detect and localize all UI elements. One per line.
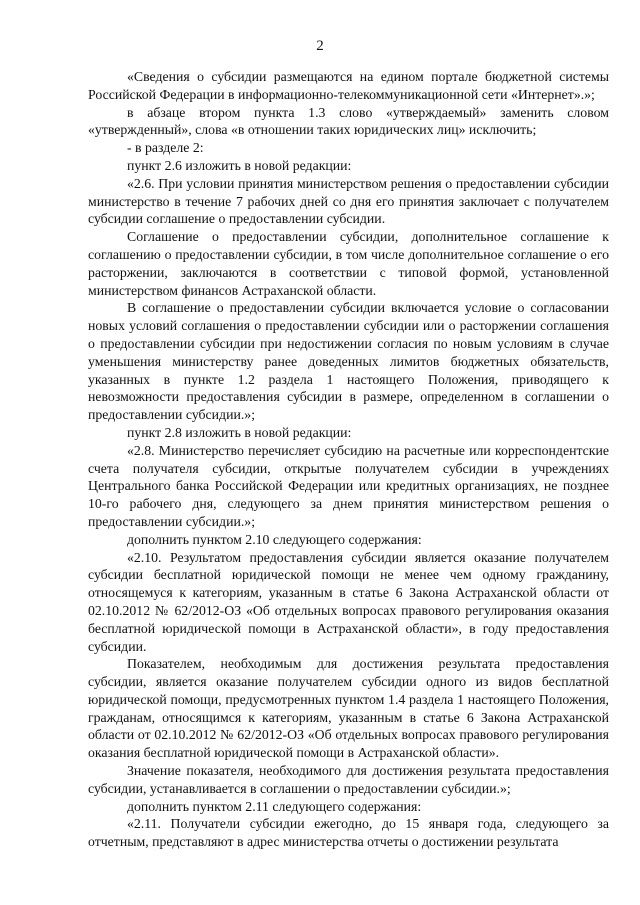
paragraph: Соглашение о предоставлении субсидии, дополнительное соглашение к соглашению о предоставлении субсидии, в том числе дополнительное соглашение о его расторжении, заключаются в соответствии с типовой формой, установленной министерством финансов Астраханской области. bbox=[88, 229, 609, 298]
paragraph: «2.11. Получатели субсидии ежегодно, до 15 января года, следующего за отчетным, представляют в адрес министерства отчеты о достижении результата bbox=[88, 816, 609, 850]
paragraph: В соглашение о предоставлении субсидии включается условие о согласовании новых условий соглашения о предоставлении субсидии или о расторжении соглашения о предоставлении субсидии при недостижении согласия по новым условиям в случае уменьшения министерству ранее доведенных лимитов бюджетных обязательств, указанных в пункте 1.2 раздела 1 настоящего Положения, приводящего к невозможности предоставления субсидии в размере, определенном в соглашении о предоставлении субсидии.»; bbox=[88, 300, 609, 423]
page-number: 2 bbox=[316, 38, 324, 54]
paragraph: «2.8. Министерство перечисляет субсидию на расчетные или корреспондентские счета получателя субсидии, открытые получателем субсидии в учреждениях Центрального банка Российской Федерации или кредитных организациях, не позднее 10-го рабочего дня, следующего за днем принятия министерством решения о предоставлении субсидии.»; bbox=[88, 442, 609, 529]
paragraph: пункт 2.6 изложить в новой редакции: bbox=[127, 157, 352, 173]
document-body bbox=[88, 68, 609, 851]
paragraph: «Сведения о субсидии размещаются на едином портале бюджетной системы Российской Федерации в информационно-телекоммуникационной сети «Интернет».»; bbox=[88, 69, 609, 102]
paragraph: дополнить пунктом 2.10 следующего содержания: bbox=[127, 531, 422, 547]
paragraph: пункт 2.8 изложить в новой редакции: bbox=[127, 424, 352, 440]
paragraph: в абзаце втором пункта 1.3 слово «утверждаемый» заменить словом «утвержденный», слова «в отношении таких юридических лиц» исключить; bbox=[88, 104, 609, 138]
paragraph: «2.6. При условии принятия министерством решения о предоставлении субсидии министерство в течение 7 рабочих дней со дня его принятия заключает с получателем субсидии соглашение о предоставлении субсидии. bbox=[88, 175, 609, 227]
paragraph: Показателем, необходимым для достижения результата предоставления субсидии, является оказание получателем субсидии одного из видов бесплатной юридической помощи, предусмотренных пунктом 1.4 раздела 1 настоящего Положения, гражданам, относящимся к категориям, указанным в статье 6 Закона Астраханской области от 02.10.2012 № 62/2012-ОЗ «Об отдельных вопросах правового регулирования оказания бесплатной юридической помощи в Астраханской области». bbox=[88, 656, 609, 761]
paragraph: «2.10. Результатом предоставления субсидии является оказание получателем субсидии бесплатной юридической помощи не менее чем одному гражданину, относящемуся к категориям, указанным в статье 6 Закона Астраханской области от 02.10.2012 № 62/2012-ОЗ «Об отдельных вопросах правового регулирования оказания бесплатной юридической помощи в Астраханской области», в году предоставления субсидии. bbox=[88, 549, 609, 654]
paragraph: - в разделе 2: bbox=[127, 140, 204, 156]
paragraph: дополнить пунктом 2.11 следующего содержания: bbox=[127, 798, 422, 814]
paragraph: Значение показателя, необходимого для достижения результата предоставления субсидии, устанавливается в соглашении о предоставлении субсидии.»; bbox=[88, 763, 609, 796]
